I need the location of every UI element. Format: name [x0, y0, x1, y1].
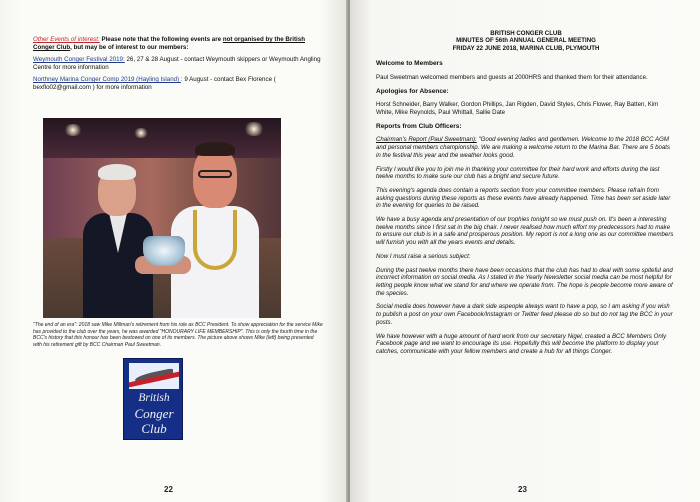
event-northney [33, 76, 323, 92]
club-name-heading: BRITISH CONGER CLUB [490, 30, 562, 37]
chairman-report-p6: During the past twelve months there have been occasions that the club has had to deal with some spiteful and incorrect information on social media. As I stated in the Yearly Newsletter social media can be most helpful for letting people know what we stand for and where we operate from. The hope is people become more aware of the species. [376, 266, 673, 297]
chairman-report-p7: Social media does however have a dark side aspeople always want to have a pop, so I am asking if you wish to publish a post on your own Facebook/Instagram or Twitter feed please do so but do not tag the BCC in your posts. [376, 303, 673, 326]
chairman-report-p5: Now I must raise a serious subject: [376, 252, 471, 260]
chairman-report-p3: This evening's agenda does contain a reports section from your committee members. Please refrain from asking questions during these reports as these events have already happened. Time has been set aside later in the evening for queries to be raised. [376, 186, 671, 210]
chairman-report-intro [376, 136, 676, 159]
chairman-report-p1: "Good evening ladies and gentlemen. Welcome to the 2018 BCC AGM and personal members championship. We are making a welcome return to the Marina Bar. There are 5 boats in the festival this year and the weather looks good. [376, 136, 670, 159]
minutes-header [376, 30, 676, 52]
british-conger-club-logo [123, 358, 183, 440]
event-weymouth [33, 56, 323, 72]
meeting-date-location: FRIDAY 22 JUNE 2018, MARINA CLUB, PLYMOUTH [452, 44, 600, 52]
minutes-title: MINUTES OF 56th ANNUAL GENERAL MEETING [456, 37, 596, 45]
event-northney-name: Northney Marina Conger Comp 2019 (Hayling Island) [33, 76, 181, 83]
page-number-left: 22 [164, 485, 173, 494]
right-page [350, 0, 700, 502]
events-notice [33, 36, 323, 96]
logo-text-conger: Conger [134, 406, 174, 421]
events-disclaimer-underlined: not organised by the British Conger Club [33, 36, 305, 51]
chairman-report-label: Chairman's Report (Paul Sweetman): [376, 136, 477, 144]
logo-flag-icon [129, 363, 179, 389]
reports-heading: Reports from Club Officers: [376, 122, 462, 130]
welcome-heading: Welcome to Members [376, 60, 443, 68]
other-events-label: Other Events of interest: [33, 36, 100, 43]
event-northney-details: : 9 August - contact Bex Florence ( bexflo02@gmail.com ) for more information [33, 76, 276, 91]
logo-text-british: British [138, 392, 170, 404]
welcome-text: Paul Sweetman welcomed members and guests at 2000HRS and thanked them for their attendance. [376, 73, 648, 81]
left-page [0, 0, 348, 502]
event-weymouth-details: 26, 27 & 28 August - contact Weymouth skippers or Weymouth Angling Centre for more information [33, 56, 321, 71]
apologies-text: Horst Schneider, Barry Walker, Gordon Phillips, Jan Rigden, David Styles, Chris Flower, Ray Batten, Kim White, Mike Reynolds, Paul Whittall, Sallie Date [376, 101, 659, 117]
chairman-report-p2: Firstly I would like you to join me in thanking your committee for their hard work and efforts during the last twelve months to make sure our club has a bright and secure future. [376, 165, 660, 181]
presentation-photo [43, 118, 281, 318]
events-intro-paragraph [33, 36, 323, 52]
events-disclaimer: Please note that the following events are [99, 36, 223, 43]
chairman-report-p4: We have a busy agenda and presentation of our trophies tonight so we must push on. It's been a interesting twelve months since I first sat in the big chair. I never realised how much effort my predecessors had to make to ensure our club is in a safe and prosperous position. My report is not a long one as our committee members will furnish you with all the years events and details. [376, 216, 674, 247]
photo-caption: "The end of an era": 2018 saw Mike Millman's retirement from his role as BCC President. To show appreciation for the service Mike has provided to the club over the years, he was awarded "HONOURARY LIFE MEMBERSHIP". This is only the fourth time in the BCC's history that this honour has been bestowed on one of its members. The picture above shows Mike (left) being presented with his retirement gift by BCC Chairman Paul Sweetman. [33, 322, 323, 348]
logo-text-club: Club [141, 421, 167, 436]
events-disclaimer-end: , but may be of interest to our members [70, 44, 187, 51]
chairman-report-p8: We have however with a huge amount of hard work from our secretary Nigel, created a BCC Members Only Facebook page and we want to encourage its use. Hopefully this will become the platform to display your catches, communicate with your fellow members and create a hub for all things Conger. [376, 332, 667, 355]
events-disclaimer-colon: : [186, 44, 189, 51]
trophy [143, 236, 185, 266]
agm-minutes [376, 30, 676, 362]
page-number-right: 23 [518, 485, 527, 494]
apologies-heading: Apologies for Absence: [376, 87, 449, 95]
event-weymouth-name: Weymouth Conger Festival 2019: [33, 56, 125, 63]
